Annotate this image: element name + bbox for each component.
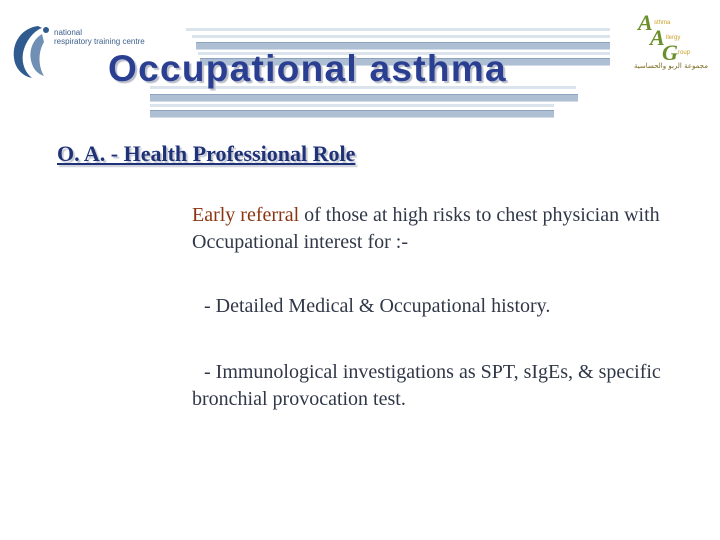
intro-paragraph xyxy=(192,202,692,256)
aag-letter-a1: A xyxy=(638,10,653,35)
decor-bar xyxy=(150,110,554,118)
item-2: - Immunological investigations as SPT, sIgEs, & specific bronchial provocation test. xyxy=(192,361,661,410)
section-subtitle: O. A. - Health Professional Role xyxy=(57,141,356,166)
aag-letter-a2: A xyxy=(650,25,665,50)
decor-bar xyxy=(150,104,554,107)
decor-bar xyxy=(150,94,578,102)
aag-word-1: sthma xyxy=(654,20,671,26)
nrtc-text xyxy=(54,28,154,46)
aag-arabic-text: مجموعة الربو والحساسية xyxy=(634,62,708,70)
intro-highlight: Early referral xyxy=(192,204,300,226)
nrtc-line-2: respiratory training centre xyxy=(54,37,145,46)
aag-word-2: llergy xyxy=(666,35,681,41)
item-1: - Detailed Medical & Occupational history. xyxy=(204,295,551,317)
intro-rest: of those at high risks to chest physician with Occupational interest for :- xyxy=(192,204,660,253)
body-text xyxy=(192,202,692,413)
page-title: Occupational asthma xyxy=(108,48,507,89)
nrtc-line-1: national xyxy=(54,28,83,37)
asthma-allergy-group-logo xyxy=(632,10,710,80)
decor-bar xyxy=(186,28,610,31)
aag-letter-g: G xyxy=(662,40,678,65)
nrtc-swirl-icon xyxy=(8,20,56,82)
aag-word-3: roup xyxy=(678,50,691,56)
decor-bar xyxy=(192,35,610,38)
